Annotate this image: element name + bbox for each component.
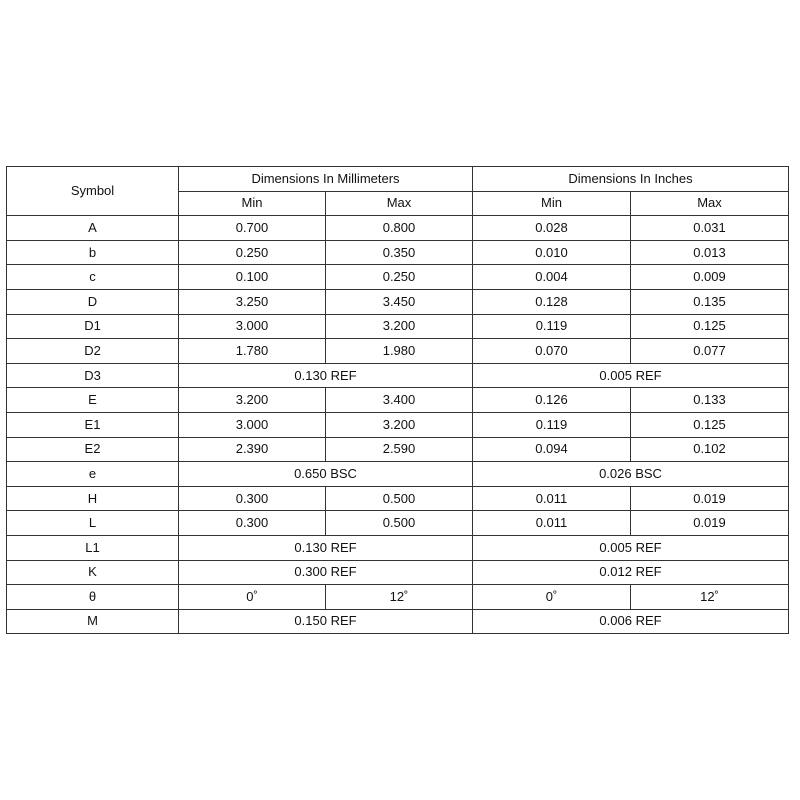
table-row xyxy=(7,560,789,585)
in-min-header: Min xyxy=(473,191,631,216)
in-max-cell: 0.077 xyxy=(631,339,789,364)
mm-max-cell: 0.350 xyxy=(326,240,473,265)
mm-min-cell: 0.250 xyxy=(179,240,326,265)
in-min-cell: 0.010 xyxy=(473,240,631,265)
table-row xyxy=(7,535,789,560)
in-min-cell: 0˚ xyxy=(473,585,631,610)
table-row xyxy=(7,240,789,265)
table-row xyxy=(7,412,789,437)
symbol-cell: M xyxy=(7,609,179,634)
in-value-cell: 0.026 BSC xyxy=(473,462,789,487)
table-row xyxy=(7,363,789,388)
table-row xyxy=(7,388,789,413)
millimeters-group-header: Dimensions In Millimeters xyxy=(179,167,473,192)
symbol-cell: D2 xyxy=(7,339,179,364)
in-value-cell: 0.005 REF xyxy=(473,535,789,560)
mm-max-header: Max xyxy=(326,191,473,216)
in-max-cell: 0.102 xyxy=(631,437,789,462)
in-min-cell: 0.119 xyxy=(473,412,631,437)
symbol-cell: b xyxy=(7,240,179,265)
in-max-header: Max xyxy=(631,191,789,216)
symbol-cell: E2 xyxy=(7,437,179,462)
mm-min-cell: 1.780 xyxy=(179,339,326,364)
mm-value-cell: 0.300 REF xyxy=(179,560,473,585)
table-row xyxy=(7,339,789,364)
symbol-header: Symbol xyxy=(7,167,179,216)
in-min-cell: 0.011 xyxy=(473,511,631,536)
mm-min-cell: 3.000 xyxy=(179,314,326,339)
in-max-cell: 0.125 xyxy=(631,314,789,339)
mm-max-cell: 3.400 xyxy=(326,388,473,413)
in-max-cell: 0.013 xyxy=(631,240,789,265)
table-row xyxy=(7,486,789,511)
in-max-cell: 0.135 xyxy=(631,289,789,314)
in-min-cell: 0.028 xyxy=(473,216,631,241)
in-max-cell: 12˚ xyxy=(631,585,789,610)
symbol-cell: K xyxy=(7,560,179,585)
inches-group-header: Dimensions In Inches xyxy=(473,167,789,192)
mm-max-cell: 2.590 xyxy=(326,437,473,462)
mm-min-cell: 3.200 xyxy=(179,388,326,413)
mm-max-cell: 0.500 xyxy=(326,486,473,511)
mm-max-cell: 0.500 xyxy=(326,511,473,536)
in-min-cell: 0.011 xyxy=(473,486,631,511)
mm-value-cell: 0.150 REF xyxy=(179,609,473,634)
table-body xyxy=(7,216,789,634)
dimensions-table xyxy=(6,166,789,634)
mm-min-cell: 0.700 xyxy=(179,216,326,241)
mm-max-cell: 3.200 xyxy=(326,412,473,437)
mm-max-cell: 3.200 xyxy=(326,314,473,339)
table-row xyxy=(7,462,789,487)
mm-max-cell: 12˚ xyxy=(326,585,473,610)
mm-max-cell: 0.250 xyxy=(326,265,473,290)
mm-min-cell: 3.000 xyxy=(179,412,326,437)
in-max-cell: 0.125 xyxy=(631,412,789,437)
in-min-cell: 0.119 xyxy=(473,314,631,339)
mm-value-cell: 0.130 REF xyxy=(179,363,473,388)
symbol-cell: E xyxy=(7,388,179,413)
mm-min-cell: 0.100 xyxy=(179,265,326,290)
symbol-cell: D1 xyxy=(7,314,179,339)
in-max-cell: 0.019 xyxy=(631,486,789,511)
symbol-cell: L1 xyxy=(7,535,179,560)
mm-min-cell: 0.300 xyxy=(179,486,326,511)
table-row xyxy=(7,511,789,536)
mm-min-cell: 0.300 xyxy=(179,511,326,536)
mm-min-cell: 2.390 xyxy=(179,437,326,462)
symbol-cell: D xyxy=(7,289,179,314)
table-header xyxy=(7,167,789,216)
symbol-cell: e xyxy=(7,462,179,487)
table-row xyxy=(7,314,789,339)
mm-min-cell: 3.250 xyxy=(179,289,326,314)
symbol-cell: D3 xyxy=(7,363,179,388)
table-row xyxy=(7,609,789,634)
in-value-cell: 0.006 REF xyxy=(473,609,789,634)
symbol-cell: c xyxy=(7,265,179,290)
mm-max-cell: 3.450 xyxy=(326,289,473,314)
in-max-cell: 0.133 xyxy=(631,388,789,413)
table-row xyxy=(7,585,789,610)
table-row xyxy=(7,265,789,290)
mm-min-header: Min xyxy=(179,191,326,216)
symbol-cell: θ xyxy=(7,585,179,610)
symbol-cell: L xyxy=(7,511,179,536)
in-min-cell: 0.094 xyxy=(473,437,631,462)
in-min-cell: 0.004 xyxy=(473,265,631,290)
header-row-groups xyxy=(7,167,789,192)
in-min-cell: 0.128 xyxy=(473,289,631,314)
table-row xyxy=(7,216,789,241)
mm-value-cell: 0.650 BSC xyxy=(179,462,473,487)
table-row xyxy=(7,437,789,462)
mm-value-cell: 0.130 REF xyxy=(179,535,473,560)
in-min-cell: 0.070 xyxy=(473,339,631,364)
symbol-cell: H xyxy=(7,486,179,511)
in-value-cell: 0.012 REF xyxy=(473,560,789,585)
in-value-cell: 0.005 REF xyxy=(473,363,789,388)
in-max-cell: 0.031 xyxy=(631,216,789,241)
mm-max-cell: 0.800 xyxy=(326,216,473,241)
in-min-cell: 0.126 xyxy=(473,388,631,413)
table-row xyxy=(7,289,789,314)
mm-max-cell: 1.980 xyxy=(326,339,473,364)
mm-min-cell: 0˚ xyxy=(179,585,326,610)
in-max-cell: 0.009 xyxy=(631,265,789,290)
symbol-cell: A xyxy=(7,216,179,241)
symbol-cell: E1 xyxy=(7,412,179,437)
in-max-cell: 0.019 xyxy=(631,511,789,536)
